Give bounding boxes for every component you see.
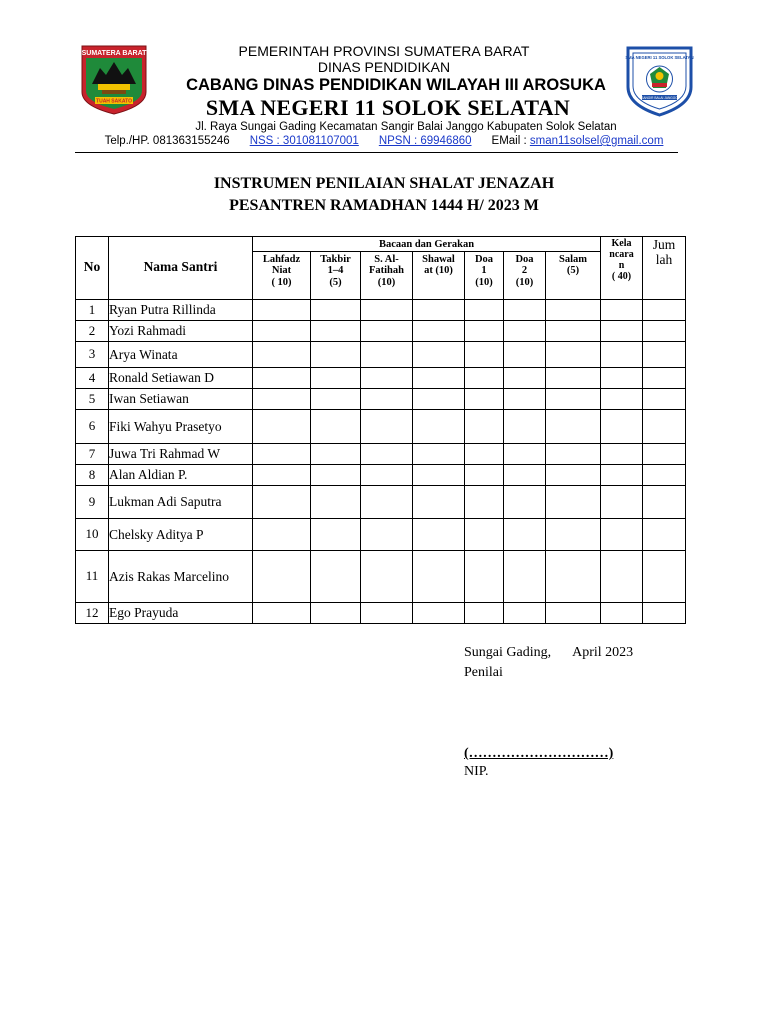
student-name: Iwan Setiawan [109,388,253,409]
score-cell[interactable] [465,518,504,550]
score-cell[interactable] [504,550,546,602]
score-cell[interactable] [643,464,686,485]
table-row [76,485,686,518]
score-cell[interactable] [546,443,601,464]
score-cell[interactable] [311,341,361,367]
signature-role: Penilai [464,665,503,680]
score-cell[interactable] [465,485,504,518]
score-cell[interactable] [361,602,413,623]
score-cell[interactable] [413,464,465,485]
score-cell[interactable] [465,299,504,320]
score-cell[interactable] [361,388,413,409]
row-number: 10 [76,518,109,550]
student-name: Ryan Putra Rillinda [109,299,253,320]
score-cell[interactable] [465,388,504,409]
subheader-3: S. Al- Fatihah (10) [361,251,413,299]
subheader-6: Doa 2 (10) [504,251,546,299]
score-cell[interactable] [253,550,311,602]
score-cell[interactable] [311,550,361,602]
score-cell[interactable] [311,602,361,623]
score-cell[interactable] [601,464,643,485]
score-cell[interactable] [601,518,643,550]
score-cell[interactable] [546,367,601,388]
score-cell[interactable] [504,409,546,443]
school-name: SMA NEGERI 11 SOLOK SELATAN [205,95,571,120]
table-row [76,320,686,341]
score-cell[interactable] [465,550,504,602]
score-cell[interactable] [361,485,413,518]
score-cell[interactable] [643,341,686,367]
score-cell[interactable] [311,443,361,464]
score-cell[interactable] [311,299,361,320]
student-name: Chelsky Aditya P [109,518,253,550]
score-cell[interactable] [465,367,504,388]
score-cell[interactable] [601,443,643,464]
score-cell[interactable] [504,602,546,623]
table-row [76,464,686,485]
table-row [76,602,686,623]
score-cell[interactable] [601,299,643,320]
score-cell[interactable] [504,485,546,518]
score-cell[interactable] [413,388,465,409]
score-cell[interactable] [465,409,504,443]
score-cell[interactable] [253,388,311,409]
contact-line [0,135,768,147]
score-cell[interactable] [504,320,546,341]
score-cell[interactable] [504,518,546,550]
student-name: Ego Prayuda [109,602,253,623]
score-cell[interactable] [546,464,601,485]
row-number: 12 [76,602,109,623]
table-row [76,550,686,602]
score-cell[interactable] [361,299,413,320]
row-number: 11 [76,550,109,602]
score-cell[interactable] [546,409,601,443]
student-rows [76,299,686,623]
score-cell[interactable] [643,409,686,443]
score-cell[interactable] [465,602,504,623]
phone-text: Telp./HP. 081363155246 [104,135,230,147]
signature-name-blank: (…………………………) [464,746,614,761]
score-cell[interactable] [546,341,601,367]
score-cell[interactable] [546,602,601,623]
score-cell[interactable] [253,341,311,367]
score-cell[interactable] [311,409,361,443]
score-cell[interactable] [643,485,686,518]
row-number: 6 [76,409,109,443]
score-cell[interactable] [601,388,643,409]
logo-left-bottom-text: TUAH SAKATO [96,98,132,105]
student-name: Alan Aldian P. [109,464,253,485]
score-cell[interactable] [413,443,465,464]
student-name: Yozi Rahmadi [109,320,253,341]
header-kelancaran: Kela ncara n ( 40) [601,237,643,300]
row-number: 8 [76,464,109,485]
score-cell[interactable] [546,388,601,409]
score-cell[interactable] [643,602,686,623]
student-name: Lukman Adi Saputra [109,485,253,518]
score-cell[interactable] [361,464,413,485]
table-row [76,518,686,550]
score-cell[interactable] [643,299,686,320]
score-cell[interactable] [413,367,465,388]
student-name: Fiki Wahyu Prasetyo [109,409,253,443]
row-number: 5 [76,388,109,409]
letterhead [0,0,768,160]
header-no: No [76,237,109,300]
student-name: Juwa Tri Rahmad W [109,443,253,464]
signature-date: April 2023 [572,645,634,660]
header-nama-santri: Nama Santri [109,237,253,300]
score-cell[interactable] [504,341,546,367]
score-cell[interactable] [253,485,311,518]
score-cell[interactable] [413,299,465,320]
score-cell[interactable] [546,518,601,550]
score-cell[interactable] [465,341,504,367]
score-cell[interactable] [504,464,546,485]
student-name: Arya Winata [109,341,253,367]
row-number: 9 [76,485,109,518]
score-cell[interactable] [253,299,311,320]
table-row [76,443,686,464]
score-cell[interactable] [311,464,361,485]
score-cell[interactable] [361,550,413,602]
score-cell[interactable] [413,485,465,518]
nss-link[interactable]: NSS : 301081107001 [249,135,359,147]
table-row [76,367,686,388]
score-cell[interactable] [546,320,601,341]
score-cell[interactable] [465,320,504,341]
school-address: Jl. Raya Sungai Gading Kecamatan Sangir Balai Janggo Kabupaten Solok Selatan [195,121,617,133]
score-cell[interactable] [504,299,546,320]
score-cell[interactable] [413,602,465,623]
score-cell[interactable] [601,602,643,623]
student-name: Azis Rakas Marcelino [109,550,253,602]
score-cell[interactable] [643,320,686,341]
score-cell[interactable] [504,388,546,409]
score-cell[interactable] [601,485,643,518]
logo-right-text: SMA NEGERI 11 SOLOK SELATAN [625,55,694,60]
score-cell[interactable] [643,550,686,602]
score-cell[interactable] [546,550,601,602]
table-row [76,341,686,367]
score-cell[interactable] [643,367,686,388]
signature-place: Sungai Gading, [464,645,552,660]
score-cell[interactable] [465,464,504,485]
header-jumlah: Jum lah [643,237,686,300]
score-cell[interactable] [643,388,686,409]
branch-office-name: CABANG DINAS PENDIDIKAN WILAYAH III AROSUKA [186,76,606,94]
score-cell[interactable] [601,320,643,341]
subheader-2: Takbir 1–4 (5) [311,251,361,299]
row-number: 4 [76,367,109,388]
score-cell[interactable] [601,367,643,388]
score-cell[interactable] [546,299,601,320]
subheader-7: Salam (5) [546,251,601,299]
score-cell[interactable] [311,485,361,518]
table-row [76,299,686,320]
score-cell[interactable] [361,341,413,367]
document-title: INSTRUMEN PENILAIAN SHALAT JENAZAH [213,175,555,192]
letterhead-divider [75,152,678,153]
row-number: 1 [76,299,109,320]
score-cell[interactable] [413,409,465,443]
score-cell[interactable] [465,443,504,464]
score-cell[interactable] [253,518,311,550]
document-subtitle: PESANTREN RAMADHAN 1444 H/ 2023 M [229,197,539,214]
score-cell[interactable] [311,320,361,341]
score-cell[interactable] [643,518,686,550]
assessment-table [75,236,686,624]
row-number: 7 [76,443,109,464]
subheader-5: Doa 1 (10) [465,251,504,299]
subheader-1: Lahfadz Niat ( 10) [253,251,311,299]
score-cell[interactable] [601,341,643,367]
score-cell[interactable] [601,409,643,443]
npsn-link[interactable]: NPSN : 69946860 [378,135,472,147]
score-cell[interactable] [361,409,413,443]
signature-place-date [464,645,633,661]
row-number: 3 [76,341,109,367]
score-cell[interactable] [311,388,361,409]
government-name: PEMERINTAH PROVINSI SUMATERA BARAT [238,43,530,59]
email-label: EMail : [491,135,530,147]
score-cell[interactable] [361,518,413,550]
department-name: DINAS PENDIDIKAN [317,59,451,75]
score-cell[interactable] [413,518,465,550]
table-row [76,409,686,443]
row-number: 2 [76,320,109,341]
table-row [76,388,686,409]
signature-nip: NIP. [464,764,489,779]
score-cell[interactable] [311,518,361,550]
score-cell[interactable] [601,550,643,602]
score-cell[interactable] [504,443,546,464]
email-link[interactable]: sman11solsel@gmail.com [529,135,664,147]
score-cell[interactable] [253,367,311,388]
logo-right-motto: SANGIR BALAI JANGGO [641,96,678,100]
score-cell[interactable] [413,341,465,367]
score-cell[interactable] [253,443,311,464]
score-cell[interactable] [413,320,465,341]
score-cell[interactable] [253,602,311,623]
score-cell[interactable] [643,443,686,464]
score-cell[interactable] [504,367,546,388]
score-cell[interactable] [253,409,311,443]
score-cell[interactable] [361,367,413,388]
score-cell[interactable] [361,320,413,341]
score-cell[interactable] [546,485,601,518]
score-cell[interactable] [253,320,311,341]
subheader-4: Shawal at (10) [413,251,465,299]
score-cell[interactable] [413,550,465,602]
student-name: Ronald Setiawan D [109,367,253,388]
score-cell[interactable] [361,443,413,464]
score-cell[interactable] [253,464,311,485]
header-bacaan-gerakan: Bacaan dan Gerakan [253,237,601,252]
score-cell[interactable] [311,367,361,388]
logo-left-top-text: SUMATERA BARAT [81,50,147,57]
